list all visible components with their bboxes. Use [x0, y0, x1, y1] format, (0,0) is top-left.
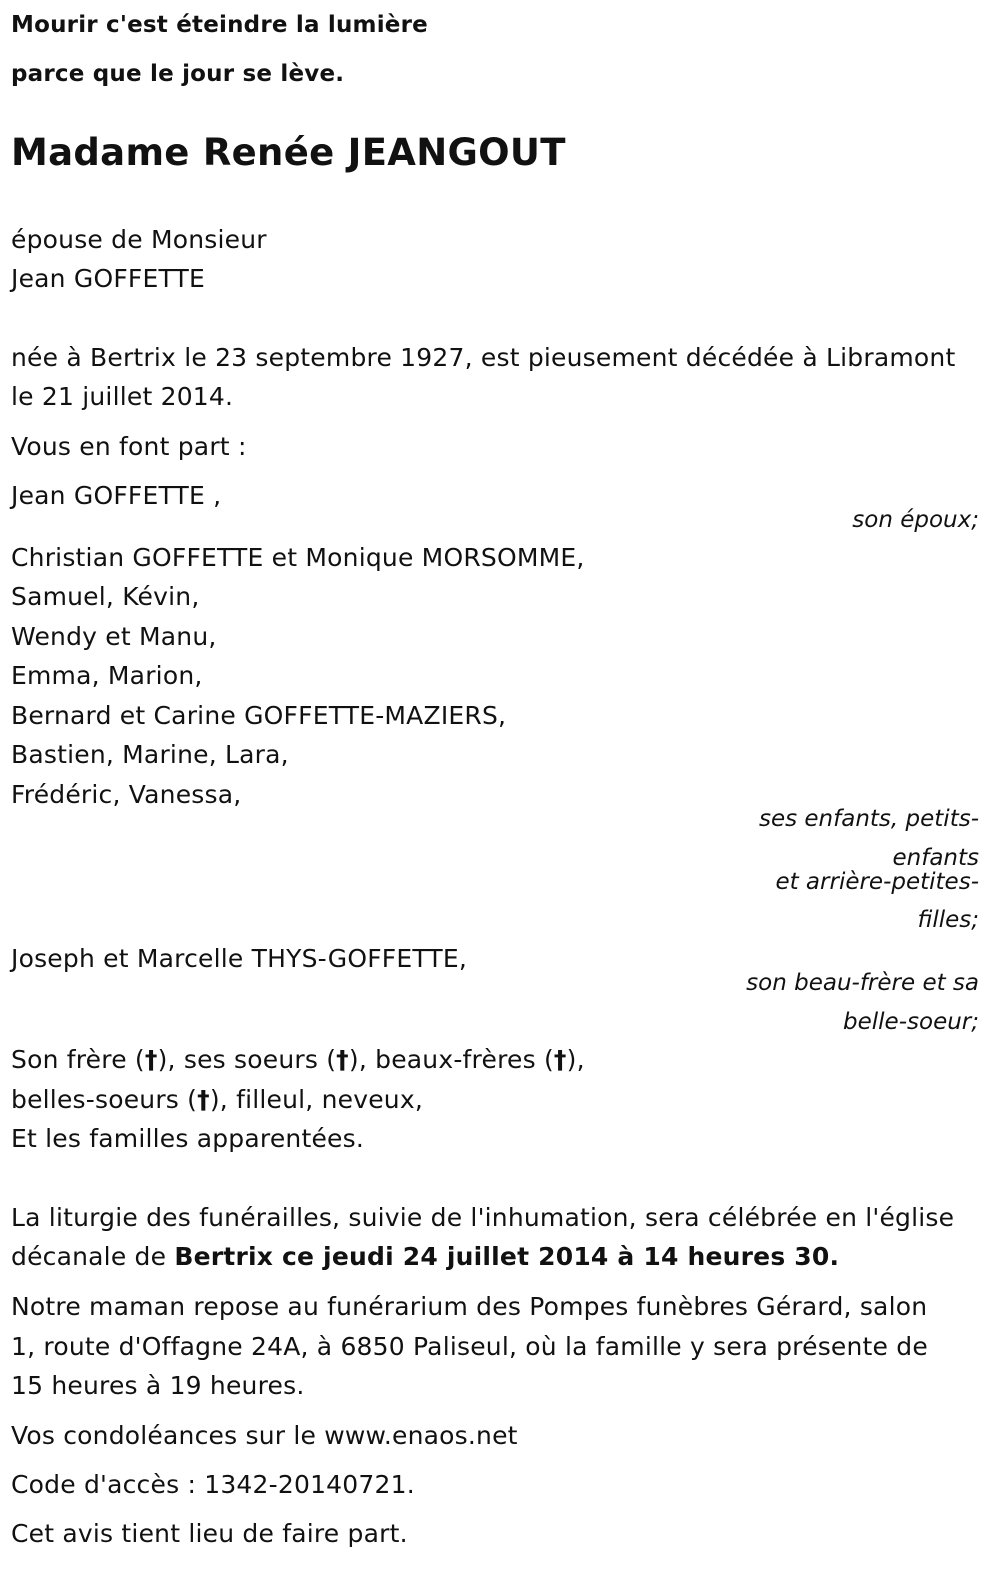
closing-text: Cet avis tient lieu de faire part. — [11, 1519, 408, 1548]
children-role-line-1: ses enfants, petits- — [758, 806, 979, 832]
condolences-text: Vos condoléances sur le www.enaos.net — [11, 1421, 518, 1450]
visitation-line-1: Notre maman repose au funérarium des Pompes funèbres Gérard, salon — [11, 1292, 928, 1321]
family-child-line: Samuel, Kévin, — [11, 582, 200, 611]
announce-text: Vous en font part : — [11, 432, 247, 461]
family-husband: Jean GOFFETTE , — [11, 481, 222, 510]
others-text: ), — [566, 1045, 585, 1074]
funeral-line-1: La liturgie des funérailles, suivie de l'inhumation, sera célébrée en l'église — [11, 1203, 955, 1232]
in-laws-role-line-1: son beau-frère et sa — [746, 970, 979, 996]
funeral-line-2 — [11, 1242, 839, 1272]
family-in-laws: Joseph et Marcelle THYS-GOFFETTE, — [11, 944, 468, 973]
husband-role: son époux; — [852, 507, 979, 533]
children-role-line-2: enfants — [892, 845, 979, 871]
family-child-line: Wendy et Manu, — [11, 622, 217, 651]
visitation-line-3: 15 heures à 19 heures. — [11, 1371, 305, 1400]
family-child-line: Frédéric, Vanessa, — [11, 780, 242, 809]
in-laws-role-line-2: belle-soeur; — [843, 1009, 979, 1035]
birth-death-line-2: le 21 juillet 2014. — [11, 382, 234, 411]
others-text: ), beaux-frères ( — [348, 1045, 554, 1074]
quote-line-2: parce que le jour se lève. — [11, 61, 345, 87]
family-others-line-3: Et les familles apparentées. — [11, 1124, 364, 1153]
family-child-line: Emma, Marion, — [11, 661, 203, 690]
spouse-line-1: épouse de Monsieur — [11, 225, 267, 254]
visitation-line-2: 1, route d'Offagne 24A, à 6850 Paliseul, où la famille y sera présente de — [11, 1332, 928, 1361]
children-role-line-3: et arrière-petites- — [775, 869, 979, 895]
funeral-prefix: décanale de — [11, 1242, 175, 1271]
cross-icon: † — [197, 1085, 210, 1114]
access-code: Code d'accès : 1342-20140721. — [11, 1470, 415, 1499]
cross-icon: † — [144, 1045, 158, 1074]
others-text: ), filleul, neveux, — [209, 1085, 423, 1114]
others-text: ), ses soeurs ( — [157, 1045, 337, 1074]
others-text: belles-soeurs ( — [11, 1085, 198, 1114]
family-others-line-2 — [11, 1085, 423, 1115]
cross-icon: † — [336, 1045, 349, 1074]
spouse-line-2: Jean GOFFETTE — [11, 264, 205, 293]
family-others-line-1 — [11, 1045, 585, 1075]
birth-death-line-1: née à Bertrix le 23 septembre 1927, est pieusement décédée à Libramont — [11, 343, 956, 372]
funeral-date: Bertrix ce jeudi 24 juillet 2014 à 14 heures 30. — [174, 1242, 840, 1271]
quote-line-1: Mourir c'est éteindre la lumière — [11, 12, 428, 38]
cross-icon: † — [553, 1045, 567, 1074]
family-child-line: Bastien, Marine, Lara, — [11, 740, 289, 769]
others-text: Son frère ( — [11, 1045, 145, 1074]
children-role-line-4: filles; — [917, 907, 979, 933]
family-child-line: Bernard et Carine GOFFETTE-MAZIERS, — [11, 701, 507, 730]
deceased-name: Madame Renée JEANGOUT — [11, 131, 566, 174]
family-child-line: Christian GOFFETTE et Monique MORSOMME, — [11, 543, 585, 572]
